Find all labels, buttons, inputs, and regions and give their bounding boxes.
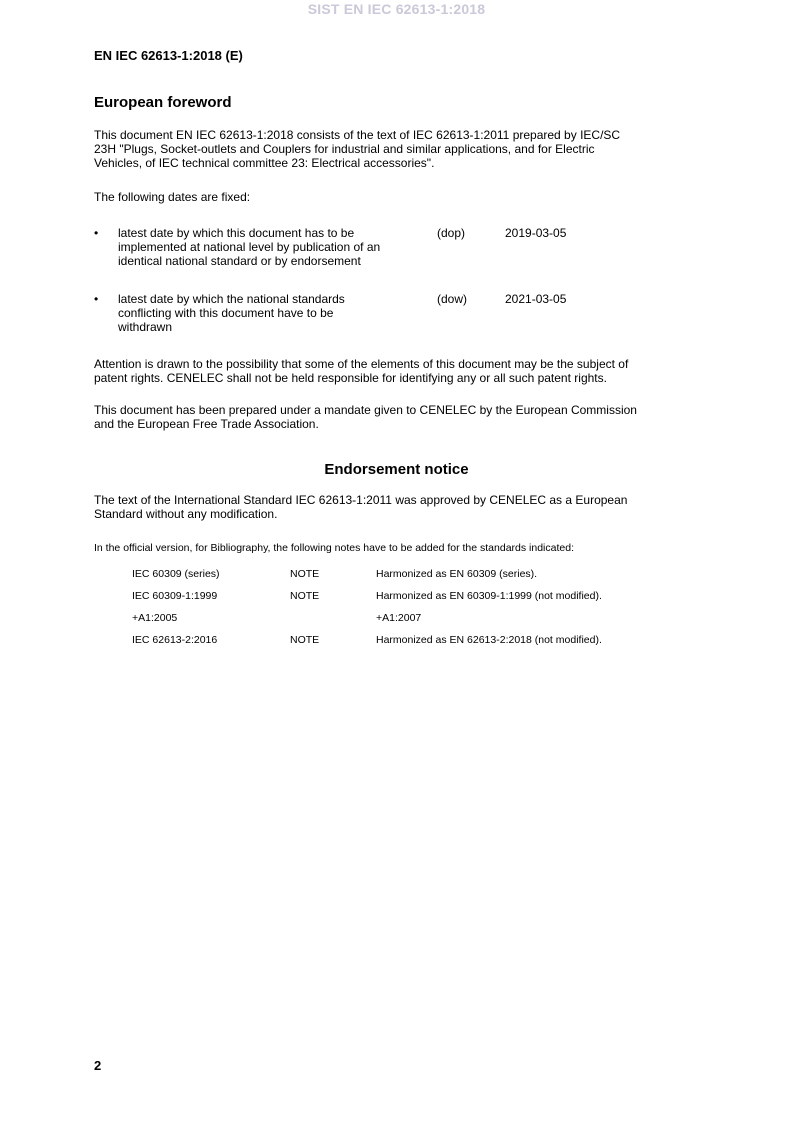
text-line: This document EN IEC 62613-1:2018 consists of the text of IEC 62613-1:2011 prepared by IEC/SC — [94, 128, 621, 142]
table-cell-note: NOTE — [290, 568, 320, 580]
mandate-paragraph — [94, 403, 706, 431]
endorsement-heading: Endorsement notice — [324, 461, 469, 478]
table-cell-harmonized: Harmonized as EN 60309-1:1999 (not modified). — [376, 590, 602, 602]
document-id-header: EN IEC 62613-1:2018 (E) — [94, 48, 243, 63]
foreword-heading: European foreword — [94, 94, 232, 111]
text-line: withdrawn — [118, 320, 173, 334]
table-cell-standard: IEC 60309 (series) — [132, 568, 220, 580]
dow-description — [118, 292, 418, 334]
dow-code: (dow) — [437, 292, 468, 306]
text-line: Vehicles, of IEC technical committee 23: Electrical accessories". — [94, 156, 435, 170]
bibliography-note: In the official version, for Bibliography, the following notes have to be added for the standards indicated: — [94, 542, 574, 554]
watermark: SIST EN IEC 62613-1:2018 — [307, 1, 486, 17]
table-cell-harmonized: Harmonized as EN 62613-2:2018 (not modified). — [376, 634, 602, 646]
text-line: 23H "Plugs, Socket-outlets and Couplers for industrial and similar applications, and for Electric — [94, 142, 595, 156]
table-cell-standard: IEC 62613-2:2016 — [132, 634, 218, 646]
text-line: conflicting with this document have to be — [118, 306, 334, 320]
dop-description — [118, 226, 418, 268]
bullet: • — [94, 292, 99, 306]
text-line: identical national standard or by endorsement — [118, 254, 361, 268]
text-line: latest date by which the national standards — [118, 292, 345, 306]
dow-date: 2021-03-05 — [505, 292, 567, 306]
page-number: 2 — [94, 1058, 102, 1073]
table-cell-note: NOTE — [290, 590, 320, 602]
text-line: This document has been prepared under a mandate given to CENELEC by the European Commission — [94, 403, 637, 417]
table-cell-standard: IEC 60309-1:1999 — [132, 590, 218, 602]
table-cell-standard: +A1:2005 — [132, 612, 178, 624]
attention-paragraph — [94, 357, 706, 385]
text-line: Standard without any modification. — [94, 507, 278, 521]
table-cell-harmonized: Harmonized as EN 60309 (series). — [376, 568, 538, 580]
text-line: latest date by which this document has to be — [118, 226, 355, 240]
table-cell-note: NOTE — [290, 634, 320, 646]
text-line: implemented at national level by publication of an — [118, 240, 381, 254]
bullet: • — [94, 226, 99, 240]
foreword-intro-paragraph — [94, 128, 706, 170]
text-line: and the European Free Trade Association. — [94, 417, 319, 431]
endorsement-paragraph — [94, 493, 706, 521]
dates-intro: The following dates are fixed: — [94, 190, 251, 204]
text-line: Attention is drawn to the possibility that some of the elements of this document may be the subject of — [94, 357, 629, 371]
text-line: The text of the International Standard IEC 62613-1:2011 was approved by CENELEC as a European — [94, 493, 628, 507]
dop-date: 2019-03-05 — [505, 226, 567, 240]
text-line: patent rights. CENELEC shall not be held responsible for identifying any or all such patent rights. — [94, 371, 607, 385]
dop-code: (dop) — [437, 226, 466, 240]
table-cell-harmonized: +A1:2007 — [376, 612, 422, 624]
